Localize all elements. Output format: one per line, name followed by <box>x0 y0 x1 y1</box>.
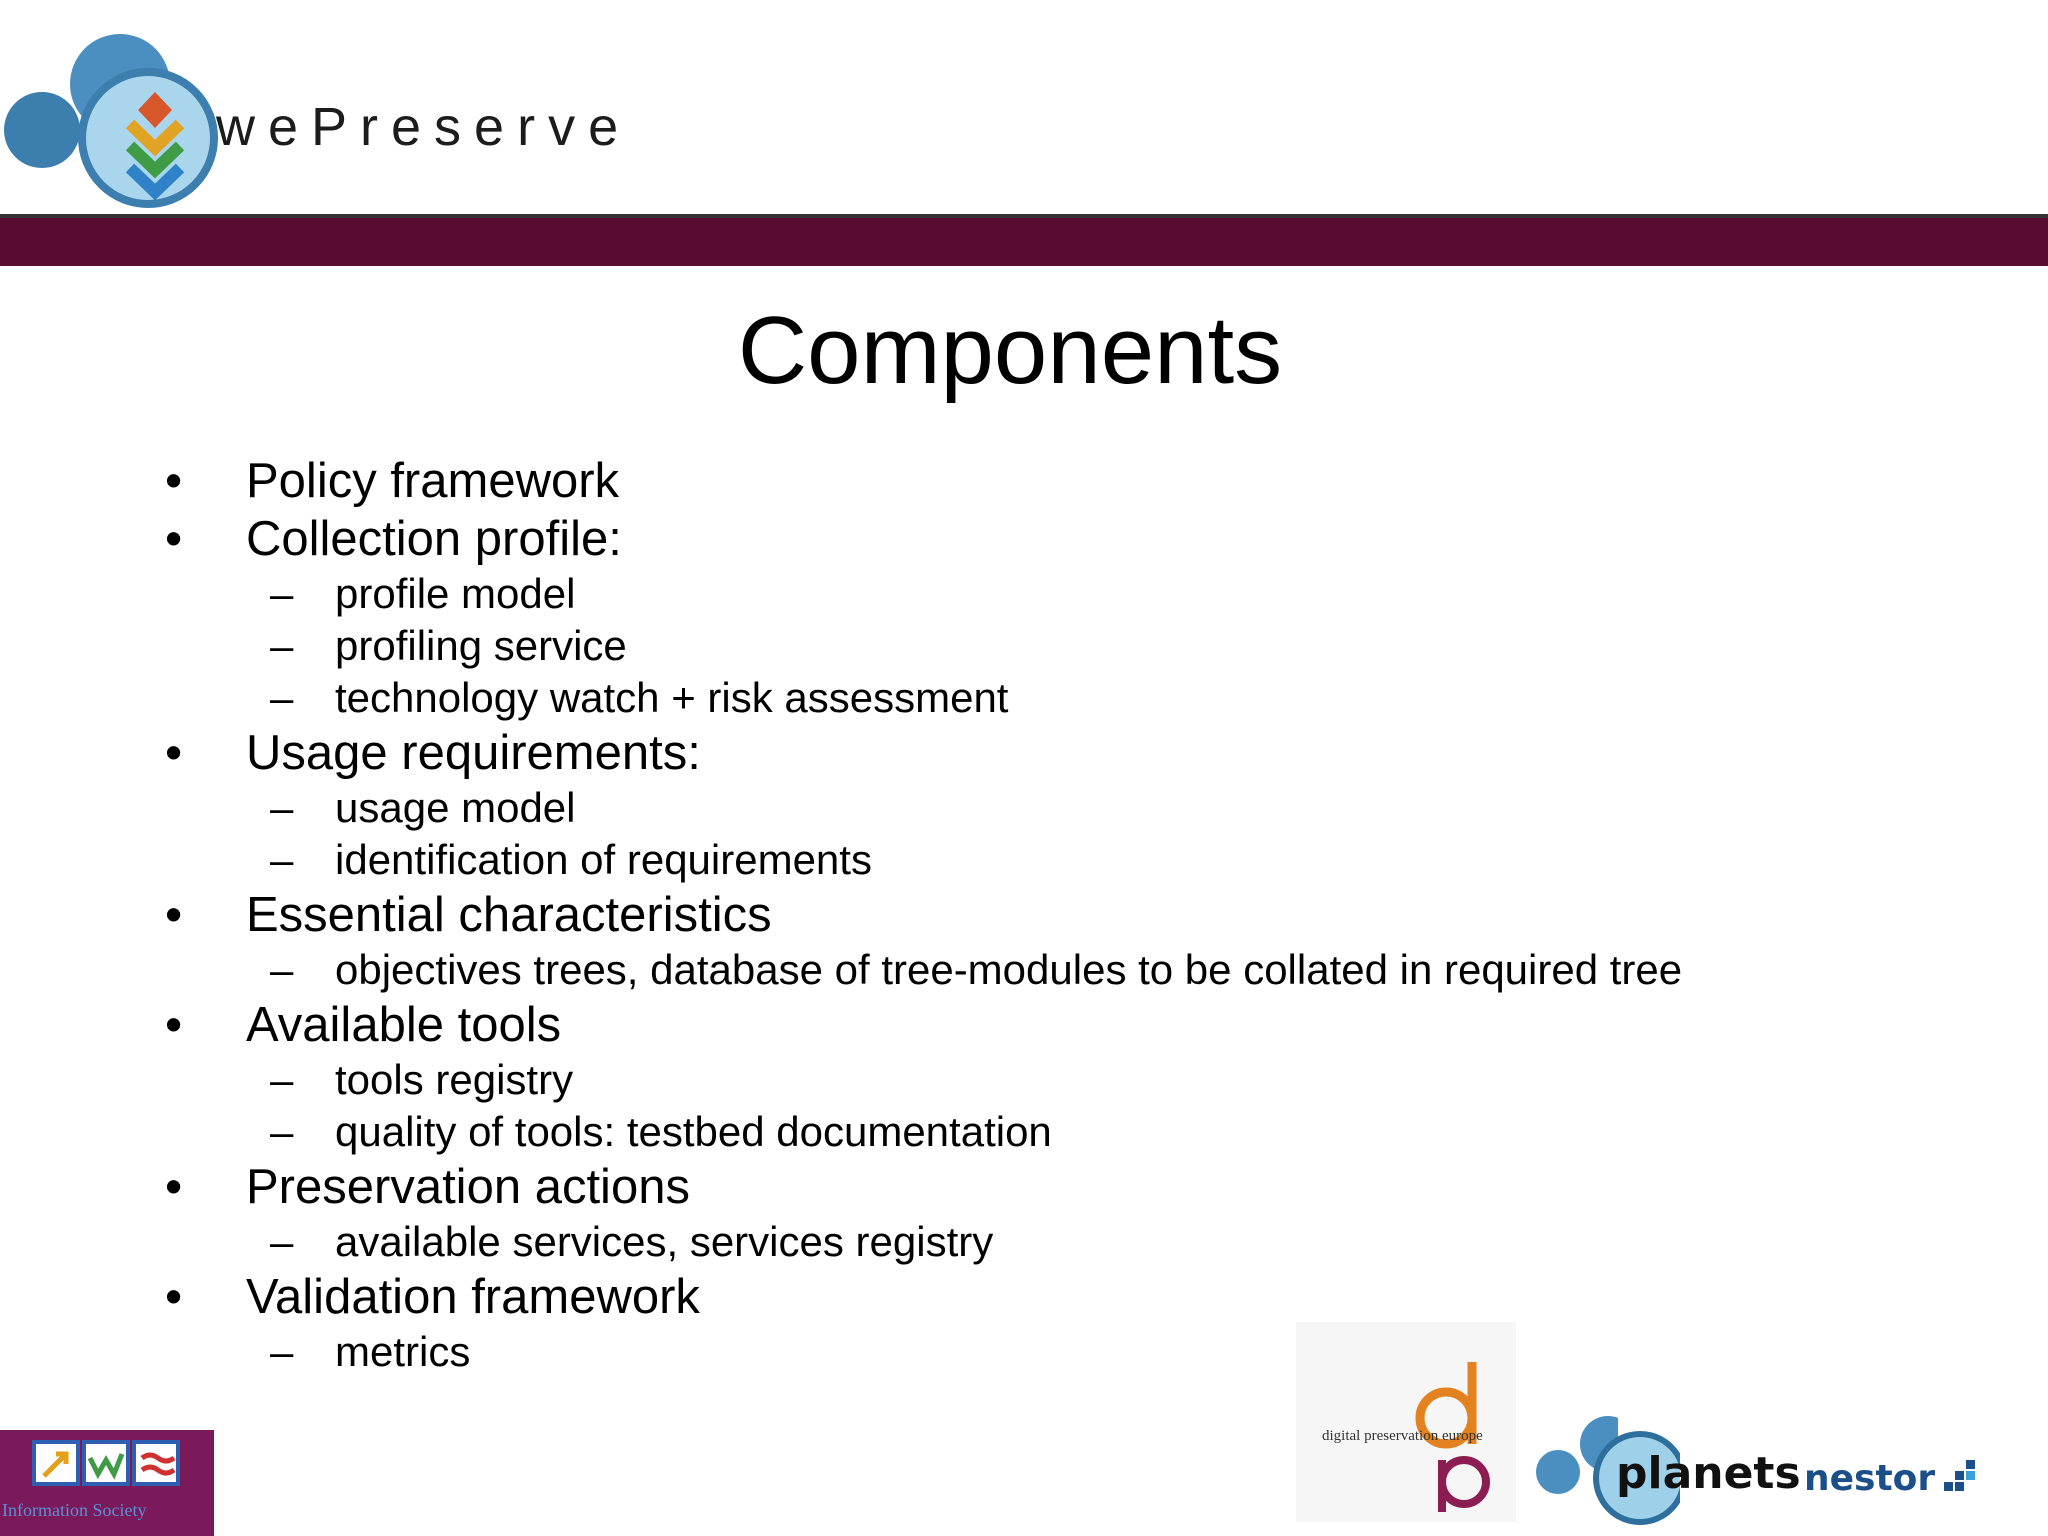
sub-bullet-text: technology watch + risk assessment <box>335 674 1009 721</box>
dpe-logo <box>1296 1322 1516 1522</box>
brand-name: wePreserve <box>216 97 632 157</box>
sub-bullet-text: quality of tools: testbed documentation <box>335 1108 1052 1155</box>
sub-bullet-item <box>0 834 2048 886</box>
sub-bullet-text: identification of requirements <box>335 836 872 883</box>
bullet-marker: • <box>165 888 183 942</box>
dash-marker: – <box>270 622 294 669</box>
bullet-text: Available tools <box>246 998 562 1052</box>
dash-marker: – <box>270 570 294 617</box>
nestor-logo-text: nestor <box>1804 1458 1936 1499</box>
sub-bullet-text: usage model <box>335 784 576 831</box>
information-society-caption: Information Society <box>2 1500 147 1520</box>
dash-marker: – <box>270 784 294 831</box>
dash-marker: – <box>270 1056 294 1103</box>
sub-bullet-item <box>0 672 2048 724</box>
sub-bullet-text: tools registry <box>335 1056 574 1103</box>
sub-bullet-item <box>0 1054 2048 1106</box>
sub-bullet-item <box>0 944 2048 996</box>
dash-marker: – <box>270 1328 294 1375</box>
sub-bullet-item <box>0 1106 2048 1158</box>
sub-bullet-text: metrics <box>335 1328 471 1375</box>
sub-bullet-item <box>0 620 2048 672</box>
dpe-logo-icon <box>1296 1322 1516 1522</box>
bullet-marker: • <box>165 1160 183 1214</box>
sub-bullet-text: profile model <box>335 570 576 617</box>
sub-bullet-item <box>0 568 2048 620</box>
dash-marker: – <box>270 1108 294 1155</box>
bullet-item <box>0 1268 2048 1326</box>
dash-marker: – <box>270 1218 294 1265</box>
bullet-text: Collection profile: <box>246 512 622 566</box>
wepreserve-logo-icon <box>0 20 220 220</box>
bullet-marker: • <box>165 454 183 508</box>
bullet-item <box>0 452 2048 510</box>
sub-bullet-text: objectives trees, database of tree-modules to be collated in required tree <box>335 946 1683 993</box>
bullet-item <box>0 886 2048 944</box>
bullet-marker: • <box>165 1270 183 1324</box>
bullet-item <box>0 996 2048 1054</box>
bullet-list <box>0 452 2048 1378</box>
information-society-icon <box>0 1430 214 1500</box>
bullet-text: Preservation actions <box>246 1160 690 1214</box>
bullet-text: Policy framework <box>246 454 620 508</box>
bullet-text: Essential characteristics <box>246 888 772 942</box>
bullet-marker: • <box>165 998 183 1052</box>
bullet-item <box>0 1158 2048 1216</box>
nestor-logo-icon <box>1944 1460 1978 1494</box>
bullet-item <box>0 724 2048 782</box>
bullet-marker: • <box>165 512 183 566</box>
dash-marker: – <box>270 836 294 883</box>
sub-bullet-text: available services, services registry <box>335 1218 994 1265</box>
header-band <box>0 218 2048 266</box>
bullet-item <box>0 510 2048 568</box>
header <box>0 0 2048 216</box>
slide-title: Components <box>737 297 1283 404</box>
bullet-text: Validation framework <box>246 1270 700 1324</box>
dash-marker: – <box>270 674 294 721</box>
dash-marker: – <box>270 946 294 993</box>
dpe-caption: digital preservation europe <box>1322 1428 1483 1444</box>
sub-bullet-item <box>0 1326 2048 1378</box>
sub-bullet-item <box>0 1216 2048 1268</box>
sub-bullet-text: profiling service <box>335 622 627 669</box>
bullet-text: Usage requirements: <box>246 726 701 780</box>
sub-bullet-item <box>0 782 2048 834</box>
planets-logo-text: planets <box>1616 1448 1801 1499</box>
bullet-marker: • <box>165 726 183 780</box>
